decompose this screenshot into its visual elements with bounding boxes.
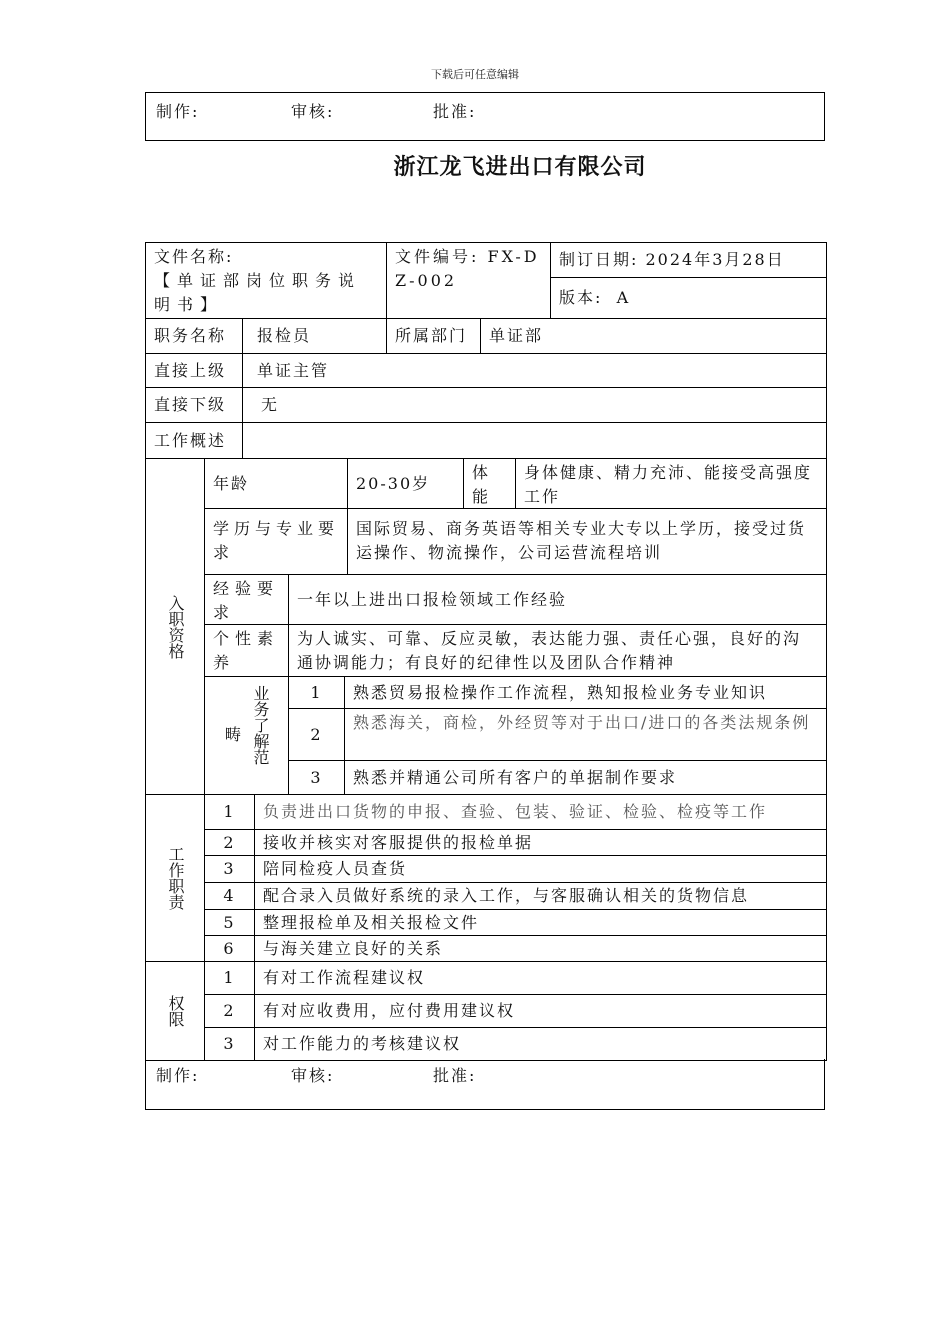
authority-label: 权限 [166, 995, 185, 1027]
knowledge-text-2: 熟悉海关，商检，外经贸等对于出口/进口的各类法规条例 [345, 709, 827, 761]
duties-label: 工作职责 [166, 846, 185, 910]
authority-no-1: 1 [205, 962, 255, 995]
duty-no-3: 3 [205, 856, 255, 883]
knowledge-label: 畴 [225, 725, 244, 744]
doc-date: 制订日期: 2024年3月28日 [551, 243, 827, 278]
knowledge-no-2: 2 [289, 709, 345, 761]
authority-text-1: 有对工作流程建议权 [255, 962, 827, 995]
duty-text-3: 陪同检疫人员查货 [255, 856, 827, 883]
exp-label: 经验要求 [205, 575, 289, 625]
company-title: 浙江龙飞进出口有限公司 [393, 155, 647, 180]
approve-label-bottom: 批准: [433, 1066, 477, 1085]
bottom-signoff-box [145, 1059, 825, 1110]
job-title-value: 报检员 [243, 319, 387, 354]
qualification-label: 入职资格 [166, 594, 185, 659]
top-signoff-box [145, 92, 825, 141]
persona-label: 个性素养 [205, 625, 289, 677]
review-label-bottom: 审核: [291, 1066, 335, 1085]
made-label: 制作: [156, 102, 200, 121]
job-description-table [145, 242, 827, 1061]
approve-label: 批准: [433, 102, 477, 121]
duty-no-4: 4 [205, 883, 255, 910]
duty-text-5: 整理报检单及相关报检文件 [255, 910, 827, 936]
knowledge-sublabel: 业务了解范 [251, 685, 270, 765]
body-value: 身体健康、精力充沛、能接受高强度工作 [516, 459, 827, 509]
watermark-text: 下载后可任意编辑 [431, 68, 519, 81]
body-label: 体能 [464, 459, 516, 509]
edu-label: 学历与专业要求 [205, 509, 348, 575]
duty-no-2: 2 [205, 830, 255, 856]
overview-label: 工作概述 [146, 423, 243, 459]
superior-value: 单证主管 [243, 354, 827, 388]
duty-no-1: 1 [205, 795, 255, 830]
duty-text-4: 配合录入员做好系统的录入工作，与客服确认相关的货物信息 [255, 883, 827, 910]
duty-text-6: 与海关建立良好的关系 [255, 936, 827, 962]
dept-label: 所属部门 [387, 319, 481, 354]
doc-name-cell [146, 243, 387, 319]
age-value: 20-30岁 [348, 459, 464, 509]
subordinate-label: 直接下级 [146, 388, 243, 423]
doc-version: 版本: A [551, 278, 827, 319]
knowledge-no-3: 3 [289, 761, 345, 795]
doc-name-value: 【单证部岗位职务说明书】 [154, 271, 362, 314]
subordinate-value: 无 [243, 388, 827, 423]
authority-no-3: 3 [205, 1028, 255, 1061]
authority-text-3: 对工作能力的考核建议权 [255, 1028, 827, 1061]
superior-label: 直接上级 [146, 354, 243, 388]
edu-value: 国际贸易、商务英语等相关专业大专以上学历，接受过货运操作、物流操作，公司运营流程培训 [348, 509, 827, 575]
authority-text-2: 有对应收费用，应付费用建议权 [255, 995, 827, 1028]
made-label-bottom: 制作: [156, 1066, 200, 1085]
age-label: 年龄 [205, 459, 348, 509]
review-label: 审核: [291, 102, 335, 121]
duty-text-1: 负责进出口货物的申报、查验、包装、验证、检验、检疫等工作 [255, 795, 827, 830]
authority-no-2: 2 [205, 995, 255, 1028]
doc-number: 文件编号: FX-DZ-002 [387, 243, 551, 319]
job-title-label: 职务名称 [146, 319, 243, 354]
duty-text-2: 接收并核实对客服提供的报检单据 [255, 830, 827, 856]
doc-name-label: 文件名称: [154, 247, 234, 266]
knowledge-text-3: 熟悉并精通公司所有客户的单据制作要求 [345, 761, 827, 795]
overview-value [243, 423, 827, 459]
duties-section-label [146, 795, 205, 962]
exp-value: 一年以上进出口报检领域工作经验 [289, 575, 827, 625]
qualification-section-label [146, 459, 205, 795]
dept-value: 单证部 [481, 319, 827, 354]
knowledge-label-cell [205, 677, 289, 795]
authority-section-label [146, 962, 205, 1061]
knowledge-no-1: 1 [289, 677, 345, 709]
persona-value: 为人诚实、可靠、反应灵敏，表达能力强、责任心强，良好的沟通协调能力；有良好的纪律性以及团队合作精神 [289, 625, 827, 677]
knowledge-text-1: 熟悉贸易报检操作工作流程，熟知报检业务专业知识 [345, 677, 827, 709]
duty-no-5: 5 [205, 910, 255, 936]
duty-no-6: 6 [205, 936, 255, 962]
